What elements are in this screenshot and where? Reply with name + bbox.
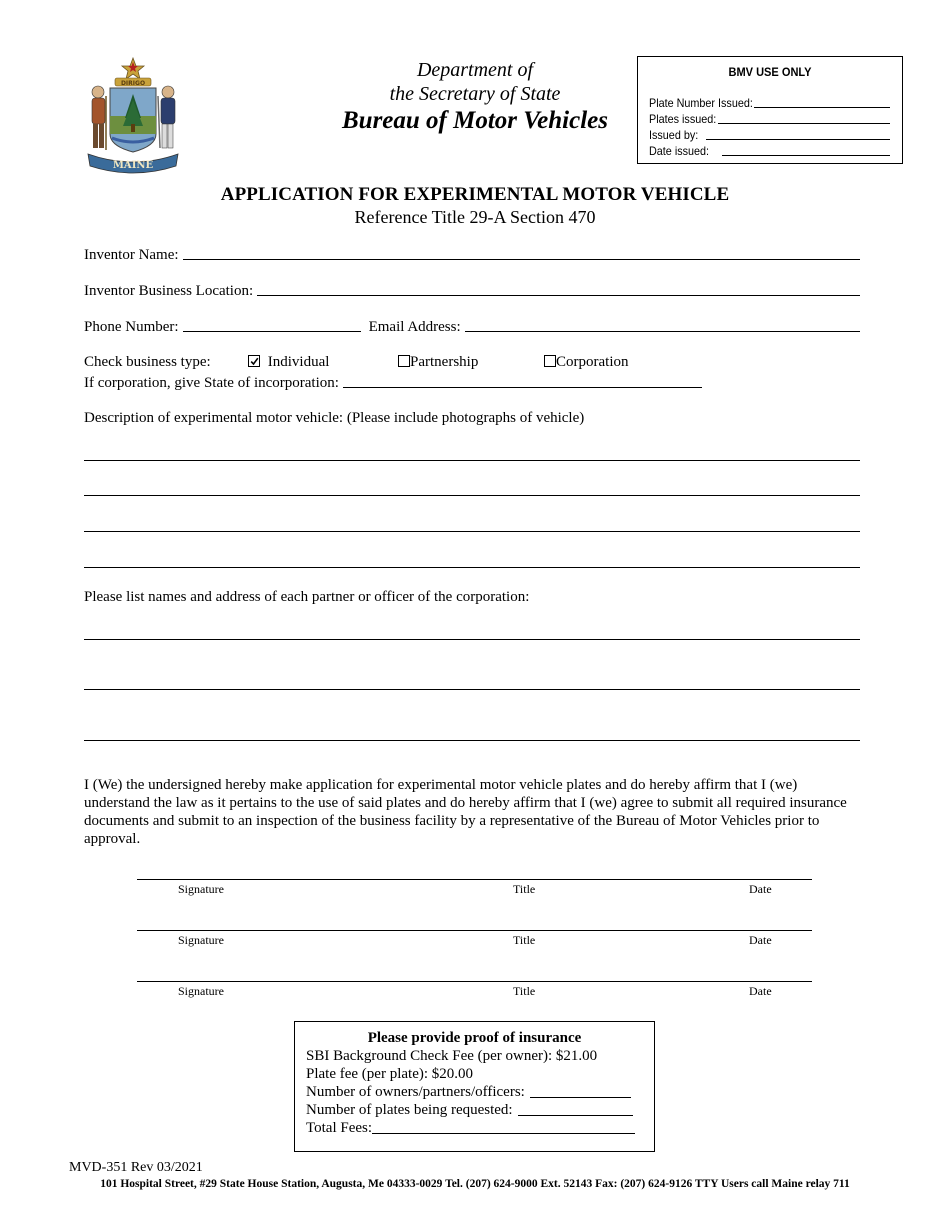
department-heading xyxy=(330,58,620,136)
header-line-1: Department of xyxy=(416,59,534,81)
affirmation-paragraph: I (We) the undersigned hereby make application for experimental motor vehicle plates and do hereby affirm that I (we) understand the law as it pertains to the use of said plates and do hereby affirm that I (we) agree to submit all required insurance documents and submit to an inspection of the business facility by a representative of the Bureau of Motor Vehicles prior to approval. xyxy=(84,777,847,847)
checkbox-individual-group xyxy=(248,353,329,371)
title-label: Title xyxy=(513,933,536,947)
plate-fee-text: Plate fee (per plate): $20.00 xyxy=(306,1066,474,1082)
owners-count-label: Number of owners/partners/officers: xyxy=(306,1084,525,1100)
bmv-use-only-box xyxy=(637,56,903,164)
total-fees-label: Total Fees: xyxy=(306,1120,373,1136)
incorporation-state-field xyxy=(84,372,702,392)
email-input[interactable] xyxy=(465,330,860,332)
form-title-sub: Reference Title 29-A Section 470 xyxy=(354,207,596,227)
form-title xyxy=(0,184,950,228)
footer-address: 101 Hospital Street, #29 State House Station, Augusta, Me 04333-0029 Tel. (207) 624-9000 Ext. 52143 Fax: (207) 624-9126 TTY Users call Maine relay 711 xyxy=(100,1178,850,1190)
signature-line-3[interactable] xyxy=(137,981,812,982)
business-type-label: Check business type: xyxy=(84,354,211,370)
plates-count-input[interactable] xyxy=(518,1114,633,1116)
description-line-3[interactable] xyxy=(84,531,860,532)
title-label: Title xyxy=(513,984,536,998)
phone-input[interactable] xyxy=(183,330,361,332)
partners-line-3[interactable] xyxy=(84,740,860,741)
header-line-2: the Secretary of State xyxy=(389,83,561,105)
date-label: Date xyxy=(749,933,772,947)
partners-label: Please list names and address of each partner or officer of the corporation: xyxy=(84,589,530,605)
business-type-row xyxy=(84,353,884,371)
bmv-plates-issued-label: Plates issued: xyxy=(649,112,717,126)
checkmark-icon xyxy=(250,357,259,366)
sbi-fee-text: SBI Background Check Fee (per owner): $21.00 xyxy=(306,1048,598,1064)
total-fees-input[interactable] xyxy=(372,1132,635,1134)
total-fees-row xyxy=(295,1119,654,1137)
owners-count-input[interactable] xyxy=(530,1096,631,1098)
title-label: Title xyxy=(513,882,536,896)
phone-email-row xyxy=(84,316,860,336)
insurance-heading: Please provide proof of insurance xyxy=(367,1030,582,1046)
checkbox-partnership[interactable] xyxy=(398,355,410,367)
checkbox-corporation-group xyxy=(544,353,629,371)
seal-motto: DIRIGO xyxy=(120,80,146,87)
inventor-name-input[interactable] xyxy=(183,258,860,260)
signature-line-2[interactable] xyxy=(137,930,812,931)
form-number: MVD-351 Rev 03/2021 xyxy=(69,1160,203,1175)
partners-line-2[interactable] xyxy=(84,689,860,690)
incorporation-state-label: If corporation, give State of incorporation: xyxy=(84,375,339,391)
individual-label: Individual xyxy=(267,354,330,370)
partners-line-1[interactable] xyxy=(84,639,860,640)
email-label: Email Address: xyxy=(368,319,461,335)
seal-banner-text: MAINE xyxy=(112,160,154,171)
inventor-name-field xyxy=(84,244,860,264)
bmv-plate-number-label: Plate Number Issued: xyxy=(649,96,753,110)
bmv-box-title: BMV USE ONLY xyxy=(728,65,812,79)
incorporation-state-input[interactable] xyxy=(343,386,702,388)
date-label: Date xyxy=(749,984,772,998)
signature-line-1[interactable] xyxy=(137,879,812,880)
business-location-field xyxy=(84,280,860,300)
business-location-input[interactable] xyxy=(257,294,860,296)
plate-fee-line xyxy=(295,1065,654,1083)
signature-label: Signature xyxy=(178,984,224,998)
header-bureau: Bureau of Motor Vehicles xyxy=(341,107,608,134)
corporation-label: Corporation xyxy=(556,354,629,370)
phone-label: Phone Number: xyxy=(84,319,179,335)
plates-count-row xyxy=(295,1101,654,1119)
sbi-fee-line xyxy=(295,1047,654,1065)
bmv-issued-by-label: Issued by: xyxy=(649,128,699,142)
signature-label: Signature xyxy=(178,882,224,896)
bmv-date-issued-label: Date issued: xyxy=(649,144,710,158)
plates-count-label: Number of plates being requested: xyxy=(306,1102,513,1118)
checkbox-partnership-group xyxy=(398,353,478,371)
signature-label: Signature xyxy=(178,933,224,947)
insurance-fee-box xyxy=(294,1021,655,1152)
inventor-name-label: Inventor Name: xyxy=(84,247,179,263)
partnership-label: Partnership xyxy=(410,354,479,370)
business-location-label: Inventor Business Location: xyxy=(84,283,254,299)
description-label: Description of experimental motor vehicle: (Please include photographs of vehicle) xyxy=(84,410,585,426)
form-title-main: APPLICATION FOR EXPERIMENTAL MOTOR VEHICLE xyxy=(220,184,730,205)
checkbox-corporation[interactable] xyxy=(544,355,556,367)
owners-count-row xyxy=(295,1083,654,1101)
description-line-1[interactable] xyxy=(84,460,860,461)
checkbox-individual[interactable] xyxy=(248,355,260,367)
description-line-4[interactable] xyxy=(84,567,860,568)
maine-state-seal xyxy=(82,56,184,178)
date-label: Date xyxy=(749,882,772,896)
description-line-2[interactable] xyxy=(84,495,860,496)
